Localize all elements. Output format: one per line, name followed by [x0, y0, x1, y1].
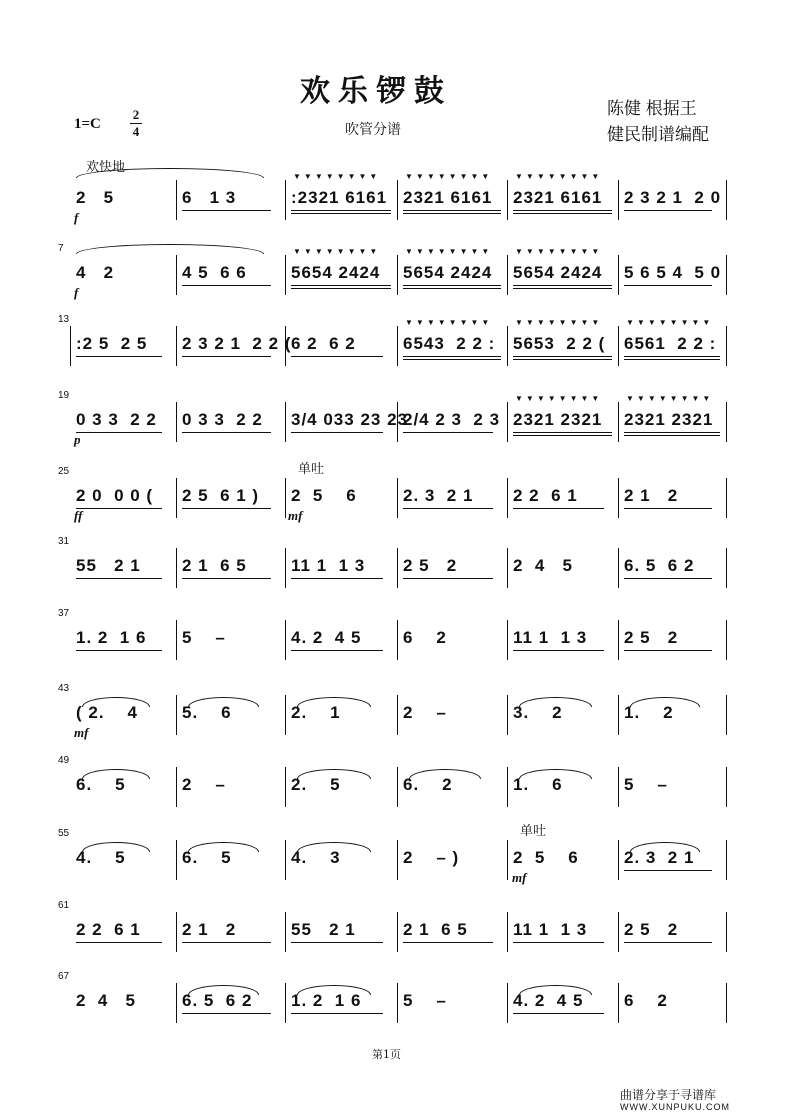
barline: [618, 326, 619, 366]
beam-underline: [291, 285, 391, 286]
dynamic-marking: mf: [288, 508, 303, 523]
measure: 2 1 2: [624, 486, 679, 505]
barline: [507, 840, 508, 880]
barline: [726, 620, 727, 660]
beam-underline: [182, 432, 271, 433]
beam-underline: [403, 359, 501, 360]
barline: [618, 180, 619, 220]
barline: [618, 695, 619, 735]
barline: [70, 326, 71, 366]
barline: [507, 326, 508, 366]
beam-underline: [513, 288, 612, 289]
beam-underline: [76, 942, 162, 943]
dynamic-marking: p: [74, 432, 81, 447]
beam-underline: [624, 285, 712, 286]
barline: [176, 402, 177, 442]
measure: 2/4 2 3 2 3: [403, 410, 501, 429]
barline: [507, 767, 508, 807]
beam-underline: [624, 432, 720, 433]
beam-underline: [624, 870, 712, 871]
measure: 3/4 033 23 23: [291, 410, 408, 429]
beam-underline: [291, 432, 383, 433]
beam-underline: [624, 210, 712, 211]
slur: [409, 769, 481, 779]
measure: 4. 3: [291, 848, 341, 867]
measure: ( 2. 4: [76, 703, 138, 722]
score-row: [58, 461, 730, 523]
articulation-marks: ▼▼▼▼▼▼▼▼: [515, 172, 603, 181]
measure: 2 0 0 0 (: [76, 486, 154, 505]
barline: [618, 983, 619, 1023]
beam-underline: [513, 356, 612, 357]
barline: [397, 620, 398, 660]
measure: 2 1 2: [182, 920, 237, 939]
barline: [507, 180, 508, 220]
measure: 1. 2 1 6: [291, 991, 362, 1010]
barline: [618, 912, 619, 952]
beam-underline: [182, 356, 271, 357]
measure: 2 3 2 1 2 2 (: [182, 334, 292, 353]
barline: [507, 548, 508, 588]
articulation-marks: ▼▼▼▼▼▼▼▼: [626, 318, 714, 327]
barline: [726, 695, 727, 735]
barline: [285, 478, 286, 518]
beam-underline: [513, 213, 612, 214]
watermark-text: 曲谱分享于寻谱库: [620, 1088, 717, 1102]
barline: [176, 180, 177, 220]
measure: 6543 2 2 :: [403, 334, 496, 353]
barline: [726, 326, 727, 366]
barline: [176, 478, 177, 518]
barline: [618, 255, 619, 295]
beam-underline: [513, 435, 612, 436]
barline: [618, 620, 619, 660]
barline: [726, 402, 727, 442]
slur: [82, 842, 150, 852]
measure-number: 19: [58, 390, 70, 401]
measure-number: 31: [58, 536, 70, 547]
tempo-marking: 欢快地: [86, 159, 126, 174]
measure: 2 –: [182, 775, 226, 794]
measure: 4. 2 4 5: [291, 628, 362, 647]
barline: [507, 255, 508, 295]
barline: [285, 402, 286, 442]
barline: [176, 767, 177, 807]
slur: [297, 697, 371, 707]
barline: [726, 912, 727, 952]
measure: 55 2 1: [291, 920, 356, 939]
articulation-marks: ▼▼▼▼▼▼▼▼: [405, 172, 493, 181]
barline: [285, 695, 286, 735]
measure: 2 2 6 1: [513, 486, 578, 505]
barline: [285, 548, 286, 588]
measure: 6 1 3: [182, 188, 237, 207]
measure: 2. 1: [291, 703, 341, 722]
beam-underline: [182, 210, 271, 211]
measure: 11 1 1 3: [513, 920, 588, 939]
score-row: [58, 536, 730, 588]
measure: 2 2 6 1: [76, 920, 141, 939]
barline: [618, 767, 619, 807]
beam-underline: [76, 432, 162, 433]
measure: 2 4 5: [76, 991, 136, 1010]
slur: [297, 985, 371, 995]
dynamic-marking: f: [74, 210, 79, 225]
score-title: 欢乐锣鼓: [300, 74, 452, 109]
measure-number: 61: [58, 900, 70, 911]
beam-underline: [513, 942, 604, 943]
dynamic-marking: f: [74, 285, 79, 300]
measure: 55 2 1: [76, 556, 141, 575]
measure: 2 5 6: [291, 486, 357, 505]
measure: 6 2: [624, 991, 668, 1010]
measure: 6561 2 2 :: [624, 334, 717, 353]
measure: 2 1 6 5: [182, 556, 247, 575]
beam-underline: [291, 210, 391, 211]
measure-number: 25: [58, 466, 70, 477]
measure: 4. 2 4 5: [513, 991, 584, 1010]
beam-underline: [513, 650, 604, 651]
measure: 5654 2424: [513, 263, 603, 282]
articulation-marks: ▼▼▼▼▼▼▼▼: [515, 318, 603, 327]
beam-underline: [624, 356, 720, 357]
watermark-url: WWW.XUNPUKU.COM: [620, 1102, 730, 1112]
barline: [176, 912, 177, 952]
score-row: [58, 390, 730, 447]
beam-underline: [403, 508, 493, 509]
barline: [285, 180, 286, 220]
measure: 6. 5 6 2: [624, 556, 695, 575]
barline: [397, 767, 398, 807]
barline: [176, 255, 177, 295]
measure: 5653 2 2 (: [513, 334, 606, 353]
barline: [618, 402, 619, 442]
beam-underline: [513, 210, 612, 211]
score-row: [58, 683, 730, 740]
measure: 11 1 1 3: [291, 556, 366, 575]
slur: [519, 697, 592, 707]
measure-number: 13: [58, 314, 70, 325]
barline: [176, 548, 177, 588]
barline: [726, 255, 727, 295]
measure: 6 2: [403, 628, 447, 647]
measure-number: 43: [58, 683, 70, 694]
dynamic-marking: ff: [74, 508, 83, 523]
measure: 2 4 5: [513, 556, 573, 575]
score-row: [58, 243, 730, 300]
beam-underline: [76, 356, 162, 357]
beam-underline: [624, 359, 720, 360]
measure: 2 5 2: [403, 556, 458, 575]
time-signature: [130, 108, 142, 139]
slur: [630, 697, 700, 707]
barline: [726, 180, 727, 220]
articulation-marks: ▼▼▼▼▼▼▼▼: [293, 247, 381, 256]
articulation-annotation: 单吐: [298, 461, 325, 476]
barline: [397, 180, 398, 220]
measure: 2 1 6 5: [403, 920, 468, 939]
measure: 0 3 3 2 2: [76, 410, 157, 429]
slur: [82, 769, 150, 779]
measure: 2321 6161: [403, 188, 493, 207]
slur: [519, 769, 592, 779]
measure: 5654 2424: [403, 263, 493, 282]
measure: :2 5 2 5: [76, 334, 148, 353]
score-row: [58, 971, 730, 1023]
slur: [188, 842, 259, 852]
measure: 6. 5: [182, 848, 232, 867]
time-sig-top: 2: [132, 107, 140, 122]
score-row: [70, 172, 730, 225]
dynamic-marking: mf: [512, 870, 527, 885]
measure: 5654 2424: [291, 263, 381, 282]
barline: [397, 983, 398, 1023]
beam-underline: [403, 285, 501, 286]
barline: [285, 840, 286, 880]
measure: 2 5: [76, 188, 115, 207]
part-subtitle: 吹管分谱: [345, 121, 401, 137]
barline: [507, 620, 508, 660]
beam-underline: [403, 432, 493, 433]
beam-underline: [403, 942, 493, 943]
measure: 5 –: [182, 628, 226, 647]
barline: [285, 255, 286, 295]
articulation-marks: ▼▼▼▼▼▼▼▼: [293, 172, 381, 181]
beam-underline: [291, 288, 391, 289]
barline: [397, 840, 398, 880]
barline: [507, 402, 508, 442]
beam-underline: [513, 508, 604, 509]
measure: 1. 2 1 6: [76, 628, 147, 647]
barline: [618, 548, 619, 588]
beam-underline: [76, 508, 162, 509]
barline: [176, 620, 177, 660]
beam-underline: [182, 942, 271, 943]
beam-underline: [291, 213, 391, 214]
beam-underline: [403, 213, 501, 214]
beam-underline: [624, 435, 720, 436]
phrase-slur: [76, 244, 264, 254]
beam-underline: [403, 356, 501, 357]
measure: 11 1 1 3: [513, 628, 588, 647]
barline: [726, 548, 727, 588]
measure: 6 2 6 2: [291, 334, 356, 353]
articulation-marks: ▼▼▼▼▼▼▼▼: [515, 247, 603, 256]
barline: [618, 478, 619, 518]
beam-underline: [624, 508, 712, 509]
score-row: [58, 755, 730, 807]
beam-underline: [76, 650, 162, 651]
slur: [82, 697, 150, 707]
barline: [618, 840, 619, 880]
barline: [397, 255, 398, 295]
articulation-marks: ▼▼▼▼▼▼▼▼: [626, 394, 714, 403]
barline: [285, 767, 286, 807]
beam-underline: [291, 1013, 383, 1014]
measure-number: 49: [58, 755, 70, 766]
beam-underline: [291, 578, 383, 579]
beam-underline: [513, 1013, 604, 1014]
barline: [507, 695, 508, 735]
beam-underline: [403, 288, 501, 289]
measure: 1. 2: [624, 703, 674, 722]
measure: 6. 5 6 2: [182, 991, 253, 1010]
measure: :2321 6161: [291, 188, 388, 207]
barline: [176, 983, 177, 1023]
barline: [507, 912, 508, 952]
beam-underline: [403, 578, 493, 579]
barline: [726, 840, 727, 880]
beam-underline: [624, 650, 712, 651]
barline: [397, 912, 398, 952]
measure: 5. 6: [182, 703, 232, 722]
measure: 5 6 5 4 5 0: [624, 263, 722, 282]
author-line-2: 健民制谱编配: [607, 125, 709, 144]
slur: [297, 769, 371, 779]
score-row: [58, 823, 730, 885]
measure: 2. 3 2 1: [403, 486, 474, 505]
articulation-marks: ▼▼▼▼▼▼▼▼: [405, 247, 493, 256]
dynamic-marking: mf: [74, 725, 89, 740]
barline: [397, 478, 398, 518]
articulation-marks: ▼▼▼▼▼▼▼▼: [515, 394, 603, 403]
articulation-annotation: 单吐: [520, 823, 547, 838]
key-signature: 1=C: [74, 116, 101, 132]
beam-underline: [513, 359, 612, 360]
score-row: [58, 314, 730, 366]
measure: 2 5 2: [624, 628, 679, 647]
barline: [726, 767, 727, 807]
beam-underline: [291, 942, 383, 943]
measure: 4 2: [76, 263, 115, 282]
measure: 2 –: [403, 703, 447, 722]
barline: [176, 840, 177, 880]
measure: 2321 6161: [513, 188, 603, 207]
measure: 4 5 6 6: [182, 263, 247, 282]
measure: 2 5 6 1 ): [182, 486, 260, 505]
score-row: [58, 900, 730, 952]
beam-underline: [291, 356, 383, 357]
barline: [285, 912, 286, 952]
slur: [519, 985, 592, 995]
slur: [188, 697, 259, 707]
beam-underline: [403, 210, 501, 211]
beam-underline: [513, 432, 612, 433]
measure: 5 –: [624, 775, 668, 794]
articulation-marks: ▼▼▼▼▼▼▼▼: [405, 318, 493, 327]
measure: 1. 6: [513, 775, 563, 794]
measure: 4. 5: [76, 848, 126, 867]
measure: 2 5 6: [513, 848, 579, 867]
author-credit: [607, 96, 709, 148]
measure: 2321 2321: [624, 410, 714, 429]
beam-underline: [182, 1013, 271, 1014]
barline: [397, 548, 398, 588]
measure: 6. 2: [403, 775, 453, 794]
barline: [176, 695, 177, 735]
barline: [726, 983, 727, 1023]
beam-underline: [76, 578, 162, 579]
barline: [176, 326, 177, 366]
measure: 3. 2: [513, 703, 563, 722]
beam-underline: [291, 650, 383, 651]
barline: [507, 983, 508, 1023]
barline: [397, 326, 398, 366]
measure: 5 –: [403, 991, 447, 1010]
beam-underline: [182, 285, 271, 286]
score-row: [58, 608, 730, 660]
slur: [297, 842, 371, 852]
measure: 6. 5: [76, 775, 126, 794]
beam-underline: [182, 578, 271, 579]
barline: [285, 620, 286, 660]
measure: 0 3 3 2 2: [182, 410, 263, 429]
author-line-1: 陈健 根据王: [607, 99, 697, 118]
measure-number: 37: [58, 608, 70, 619]
barline: [507, 478, 508, 518]
slur: [630, 842, 700, 852]
measure: 2. 3 2 1: [624, 848, 695, 867]
beam-underline: [624, 578, 712, 579]
beam-underline: [182, 508, 271, 509]
measure-number: 7: [58, 243, 64, 254]
measure: 2 – ): [403, 848, 460, 867]
measure: 2321 2321: [513, 410, 603, 429]
beam-underline: [624, 942, 712, 943]
measure: 2 5 2: [624, 920, 679, 939]
barline: [397, 695, 398, 735]
page-number: 第1页: [372, 1048, 401, 1061]
measure: 2. 5: [291, 775, 341, 794]
beam-underline: [513, 285, 612, 286]
slur: [188, 985, 259, 995]
measure-number: 67: [58, 971, 70, 982]
barline: [285, 983, 286, 1023]
measure-number: 55: [58, 828, 70, 839]
time-sig-bottom: 4: [132, 124, 140, 139]
barline: [726, 478, 727, 518]
measure: 2 3 2 1 2 0: [624, 188, 722, 207]
